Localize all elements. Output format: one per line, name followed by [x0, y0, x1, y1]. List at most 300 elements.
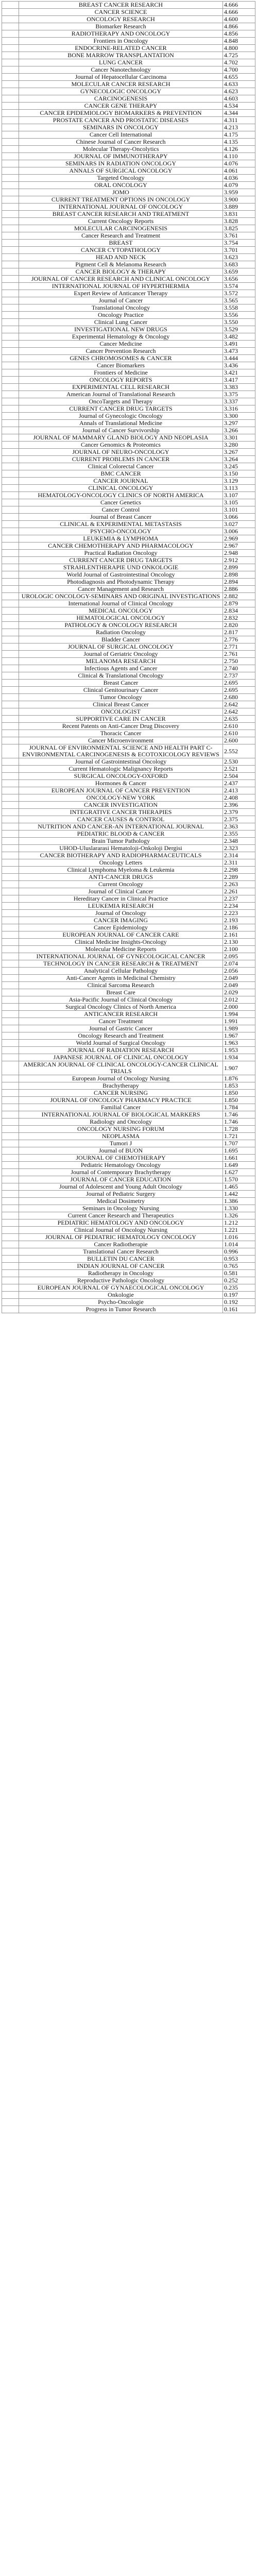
row-index-cell: [2, 232, 19, 240]
table-row: [2, 1241, 255, 1248]
table-row: [2, 968, 255, 975]
row-index-cell: [2, 369, 19, 377]
impact-factor-cell: 4.036: [223, 175, 255, 182]
table-row: [2, 45, 255, 52]
table-row: [2, 146, 255, 153]
impact-factor-cell: 1.850: [223, 1097, 255, 1104]
impact-factor-cell: 2.311: [223, 859, 255, 867]
journal-name-cell: INTERNATIONAL JOURNAL OF BIOLOGICAL MARKERS: [19, 1111, 223, 1118]
table-row: [2, 211, 255, 218]
journal-name-cell: BONE MARROW TRANSPLANTATION: [19, 52, 223, 59]
impact-factor-cell: 1.386: [223, 1198, 255, 1205]
table-row: [2, 809, 255, 816]
row-index-cell: [2, 95, 19, 103]
row-index-cell: [2, 953, 19, 960]
row-index-cell: [2, 939, 19, 946]
row-index-cell: [2, 1147, 19, 1155]
row-index-cell: [2, 1248, 19, 1256]
journal-name-cell: CANCER BIOLOGY & THERAPY: [19, 268, 223, 276]
table-row: [2, 982, 255, 989]
impact-factor-cell: 2.521: [223, 766, 255, 773]
journal-name-cell: Hereditary Cancer in Clinical Practice: [19, 895, 223, 903]
journal-name-cell: CANCER IMAGING: [19, 917, 223, 924]
journal-name-cell: Pediatric Hematology Oncology: [19, 1162, 223, 1169]
table-row: [2, 456, 255, 463]
table-row: [2, 247, 255, 254]
journal-name-cell: Progress in Tumor Research: [19, 1306, 223, 1313]
journal-name-cell: Photodiagnosis and Photodynamic Therapy: [19, 579, 223, 586]
table-row: [2, 946, 255, 953]
table-row: [2, 1227, 255, 1234]
table-row: [2, 543, 255, 550]
row-index-cell: [2, 175, 19, 182]
journal-name-cell: JOURNAL OF CANCER RESEARCH AND CLINICAL ONCOLOGY: [19, 276, 223, 283]
impact-factor-cell: 2.100: [223, 946, 255, 953]
impact-factor-cell: 4.079: [223, 182, 255, 189]
journal-name-cell: Clinical Genitourinary Cancer: [19, 687, 223, 694]
row-index-cell: [2, 543, 19, 550]
row-index-cell: [2, 1306, 19, 1313]
table-row: [2, 701, 255, 708]
table-row: [2, 124, 255, 131]
journal-name-cell: AMERICAN JOURNAL OF CLINICAL ONCOLOGY-CANCER CLINICAL TRIALS: [19, 1061, 223, 1075]
impact-factor-cell: 2.161: [223, 931, 255, 939]
impact-factor-cell: 2.882: [223, 593, 255, 600]
journal-name-cell: CARCINOGENESIS: [19, 95, 223, 103]
journal-name-cell: Seminars in Oncology Nursing: [19, 1205, 223, 1212]
row-index-cell: [2, 658, 19, 665]
table-row: [2, 9, 255, 16]
row-index-cell: [2, 1256, 19, 1263]
journal-name-cell: Radiotherapy in Oncology: [19, 1270, 223, 1277]
row-index-cell: [2, 1263, 19, 1270]
row-index-cell: [2, 1183, 19, 1191]
row-index-cell: [2, 146, 19, 153]
row-index-cell: [2, 773, 19, 780]
row-index-cell: [2, 1270, 19, 1277]
row-index-cell: [2, 744, 19, 758]
row-index-cell: [2, 1075, 19, 1082]
journal-name-cell: INDIAN JOURNAL OF CANCER: [19, 1263, 223, 1270]
journal-name-cell: Clinical Journal of Oncology Nursing: [19, 1227, 223, 1234]
impact-factor-cell: 2.396: [223, 802, 255, 809]
row-index-cell: [2, 960, 19, 968]
row-index-cell: [2, 924, 19, 931]
table-row: [2, 189, 255, 196]
impact-factor-cell: 2.049: [223, 975, 255, 982]
table-row: [2, 514, 255, 521]
journal-name-cell: ORAL ONCOLOGY: [19, 182, 223, 189]
journal-name-cell: Chinese Journal of Cancer Research: [19, 139, 223, 146]
impact-factor-cell: 4.076: [223, 160, 255, 167]
impact-factor-cell: 2.379: [223, 809, 255, 816]
row-index-cell: [2, 23, 19, 30]
impact-factor-cell: 2.186: [223, 924, 255, 931]
journal-name-cell: PSYCHO-ONCOLOGY: [19, 528, 223, 535]
table-row: [2, 232, 255, 240]
journal-name-cell: INVESTIGATIONAL NEW DRUGS: [19, 326, 223, 333]
journal-name-cell: Current Oncology: [19, 881, 223, 888]
journal-name-cell: JOURNAL OF ONCOLOGY PHARMACY PRACTICE: [19, 1097, 223, 1104]
journal-name-cell: OncoTargets and Therapy: [19, 398, 223, 405]
journal-name-cell: MOLECULAR CANCER RESEARCH: [19, 81, 223, 88]
table-row: [2, 1004, 255, 1011]
table-row: [2, 1248, 255, 1256]
row-index-cell: [2, 377, 19, 384]
impact-factor-cell: 3.245: [223, 463, 255, 470]
impact-factor-cell: 2.355: [223, 831, 255, 838]
journal-name-cell: NEOPLASMA: [19, 1133, 223, 1140]
row-index-cell: [2, 946, 19, 953]
table-row: [2, 1061, 255, 1075]
journal-name-cell: Hormones & Cancer: [19, 780, 223, 787]
table-row: [2, 550, 255, 557]
impact-factor-cell: 2.263: [223, 881, 255, 888]
journal-name-cell: Cancer Nanotechnology: [19, 66, 223, 74]
row-index-cell: [2, 665, 19, 672]
impact-factor-cell: 2.413: [223, 787, 255, 794]
impact-factor-cell: 3.572: [223, 290, 255, 297]
row-index-cell: [2, 1061, 19, 1075]
row-index-cell: [2, 528, 19, 535]
journal-name-cell: Journal of Cancer: [19, 297, 223, 304]
row-index-cell: [2, 45, 19, 52]
table-row: [2, 449, 255, 456]
impact-factor-cell: 2.056: [223, 968, 255, 975]
impact-factor-cell: 2.776: [223, 636, 255, 643]
impact-factor-cell: 1.850: [223, 1090, 255, 1097]
journal-name-cell: NUTRITION AND CANCER-AN INTERNATIONAL JOURNAL: [19, 823, 223, 831]
table-row: [2, 333, 255, 341]
impact-factor-cell: 2.969: [223, 535, 255, 543]
table-row: [2, 485, 255, 492]
row-index-cell: [2, 1234, 19, 1241]
table-row: [2, 708, 255, 716]
row-index-cell: [2, 420, 19, 427]
table-row: [2, 1212, 255, 1219]
journal-name-cell: American Journal of Translational Research: [19, 391, 223, 398]
journal-name-cell: RADIOTHERAPY AND ONCOLOGY: [19, 30, 223, 38]
impact-factor-cell: 2.012: [223, 996, 255, 1004]
journal-name-cell: CANCER EPIDEMIOLOGY BIOMARKERS & PREVENTION: [19, 110, 223, 117]
table-row: [2, 1183, 255, 1191]
journal-name-cell: UROLOGIC ONCOLOGY-SEMINARS AND ORIGINAL INVESTIGATIONS: [19, 593, 223, 600]
table-row: [2, 730, 255, 737]
table-row: [2, 362, 255, 369]
impact-factor-cell: 2.894: [223, 579, 255, 586]
journal-name-cell: ONCOLOGY RESEARCH: [19, 16, 223, 23]
impact-factor-cell: 1.649: [223, 1162, 255, 1169]
journal-name-cell: Journal of Pediatric Surgery: [19, 1191, 223, 1198]
impact-factor-cell: 4.061: [223, 167, 255, 175]
journal-name-cell: Frontiers of Medicine: [19, 369, 223, 377]
row-index-cell: [2, 852, 19, 859]
impact-factor-cell: 3.831: [223, 211, 255, 218]
impact-factor-cell: 3.129: [223, 478, 255, 485]
impact-factor-cell: 2.834: [223, 607, 255, 615]
row-index-cell: [2, 1126, 19, 1133]
table-row: [2, 586, 255, 593]
journal-name-cell: SURGICAL ONCOLOGY-OXFORD: [19, 773, 223, 780]
impact-factor-cell: 1.627: [223, 1169, 255, 1176]
table-row: [2, 1277, 255, 1284]
impact-factor-cell: 3.659: [223, 268, 255, 276]
row-index-cell: [2, 968, 19, 975]
journal-name-cell: CURRENT CANCER DRUG TARGETS: [19, 405, 223, 413]
table-row: [2, 766, 255, 773]
journal-name-cell: ONCOLOGY REPORTS: [19, 377, 223, 384]
journal-name-cell: Tumori J: [19, 1140, 223, 1147]
table-row: [2, 874, 255, 881]
impact-factor-cell: 4.135: [223, 139, 255, 146]
table-row: [2, 643, 255, 651]
table-row: [2, 1147, 255, 1155]
table-row: [2, 615, 255, 622]
row-index-cell: [2, 838, 19, 845]
journal-name-cell: Psycho-Oncologie: [19, 1299, 223, 1306]
table-row: [2, 463, 255, 470]
table-row: [2, 1032, 255, 1040]
journal-name-cell: Oncology Practice: [19, 312, 223, 319]
table-row: [2, 960, 255, 968]
table-row: [2, 261, 255, 268]
journal-name-cell: Radiation Oncology: [19, 629, 223, 636]
row-index-cell: [2, 1284, 19, 1292]
journal-name-cell: Recent Patents on Anti-Cancer Drug Discovery: [19, 723, 223, 730]
impact-factor-cell: 2.298: [223, 867, 255, 874]
table-row: [2, 1198, 255, 1205]
table-row: [2, 521, 255, 528]
journal-name-cell: MOLECULAR CARCINOGENESIS: [19, 225, 223, 232]
row-index-cell: [2, 384, 19, 391]
table-row: [2, 1205, 255, 1212]
impact-factor-cell: 2.737: [223, 672, 255, 680]
impact-factor-cell: 2.029: [223, 989, 255, 996]
journal-name-cell: INTERNATIONAL JOURNAL OF HYPERTHERMIA: [19, 283, 223, 290]
journal-name-cell: BREAST CANCER RESEARCH: [19, 2, 223, 9]
impact-factor-cell: 2.879: [223, 600, 255, 607]
journal-name-cell: CANCER SCIENCE: [19, 9, 223, 16]
impact-factor-cell: 2.886: [223, 586, 255, 593]
impact-factor-cell: 3.574: [223, 283, 255, 290]
table-row: [2, 355, 255, 362]
table-row: [2, 110, 255, 117]
journal-name-cell: Frontiers in Oncology: [19, 38, 223, 45]
impact-factor-cell: 2.552: [223, 744, 255, 758]
row-index-cell: [2, 1082, 19, 1090]
row-index-cell: [2, 2, 19, 9]
journal-name-cell: CLINICAL ONCOLOGY: [19, 485, 223, 492]
journal-name-cell: EUROPEAN JOURNAL OF GYNAECOLOGICAL ONCOLOGY: [19, 1284, 223, 1292]
table-row: [2, 1191, 255, 1198]
journal-name-cell: JOURNAL OF CANCER EDUCATION: [19, 1176, 223, 1183]
journal-name-cell: JOURNAL OF SURGICAL ONCOLOGY: [19, 643, 223, 651]
journal-name-cell: Clinical Lung Cancer: [19, 319, 223, 326]
impact-factor-cell: 2.771: [223, 643, 255, 651]
row-index-cell: [2, 506, 19, 514]
journal-name-cell: Current Hematologic Malignancy Reports: [19, 766, 223, 773]
impact-factor-cell: 3.623: [223, 254, 255, 261]
impact-factor-cell: 3.825: [223, 225, 255, 232]
impact-factor-cell: 3.529: [223, 326, 255, 333]
row-index-cell: [2, 737, 19, 744]
impact-factor-cell: 0.252: [223, 1277, 255, 1284]
impact-factor-cell: 2.314: [223, 852, 255, 859]
table-row: [2, 88, 255, 95]
impact-factor-cell: 0.581: [223, 1270, 255, 1277]
journal-name-cell: Analytical Cellular Pathology: [19, 968, 223, 975]
impact-factor-cell: 1.442: [223, 1191, 255, 1198]
table-row: [2, 283, 255, 290]
row-index-cell: [2, 427, 19, 434]
table-row: [2, 1090, 255, 1097]
journal-name-cell: Brachytherapy: [19, 1082, 223, 1090]
table-row: [2, 1162, 255, 1169]
row-index-cell: [2, 355, 19, 362]
table-row: [2, 924, 255, 931]
impact-factor-cell: 3.316: [223, 405, 255, 413]
row-index-cell: [2, 615, 19, 622]
impact-factor-cell: 3.889: [223, 204, 255, 211]
row-index-cell: [2, 485, 19, 492]
table-row: [2, 1256, 255, 1263]
row-index-cell: [2, 103, 19, 110]
journal-name-cell: Current Cancer Research and Therapeutics: [19, 1212, 223, 1219]
row-index-cell: [2, 456, 19, 463]
impact-factor-cell: 3.150: [223, 470, 255, 478]
impact-factor-cell: 3.266: [223, 427, 255, 434]
journal-name-cell: CANCER INVESTIGATION: [19, 802, 223, 809]
table-row: [2, 910, 255, 917]
impact-factor-cell: 4.666: [223, 2, 255, 9]
table-row: [2, 694, 255, 701]
journal-name-cell: JAPANESE JOURNAL OF CLINICAL ONCOLOGY: [19, 1054, 223, 1061]
row-index-cell: [2, 571, 19, 579]
journal-name-cell: Tumor Oncology: [19, 694, 223, 701]
impact-factor-cell: 1.212: [223, 1219, 255, 1227]
table-row: [2, 38, 255, 45]
table-row: [2, 831, 255, 838]
journal-name-cell: INTERNATIONAL JOURNAL OF ONCOLOGY: [19, 204, 223, 211]
journal-name-cell: CURRENT TREATMENT OPTIONS IN ONCOLOGY: [19, 196, 223, 204]
journal-name-cell: ONCOLOGY NURSING FORUM: [19, 1126, 223, 1133]
impact-factor-cell: 3.491: [223, 341, 255, 348]
row-index-cell: [2, 1198, 19, 1205]
impact-factor-cell: 3.656: [223, 276, 255, 283]
row-index-cell: [2, 535, 19, 543]
impact-factor-cell: 0.192: [223, 1299, 255, 1306]
row-index-cell: [2, 1004, 19, 1011]
impact-factor-cell: 2.375: [223, 816, 255, 823]
journal-name-cell: JOURNAL OF MAMMARY GLAND BIOLOGY AND NEOPLASIA: [19, 434, 223, 442]
row-index-cell: [2, 405, 19, 413]
journal-name-cell: Cancer Management and Research: [19, 586, 223, 593]
table-row: [2, 276, 255, 283]
table-row: [2, 1299, 255, 1306]
impact-factor-cell: 3.267: [223, 449, 255, 456]
journal-name-cell: CANCER CAUSES & CONTROL: [19, 816, 223, 823]
table-row: [2, 341, 255, 348]
impact-factor-cell: 2.193: [223, 917, 255, 924]
row-index-cell: [2, 975, 19, 982]
table-row: [2, 838, 255, 845]
impact-factor-cell: 2.437: [223, 780, 255, 787]
row-index-cell: [2, 326, 19, 333]
impact-factor-cell: 3.473: [223, 348, 255, 355]
table-row: [2, 1284, 255, 1292]
table-row: [2, 23, 255, 30]
table-row: [2, 622, 255, 629]
table-row: [2, 478, 255, 485]
table-row: [2, 117, 255, 124]
row-index-cell: [2, 910, 19, 917]
table-row: [2, 377, 255, 384]
row-index-cell: [2, 903, 19, 910]
row-index-cell: [2, 701, 19, 708]
journal-name-cell: INTEGRATIVE CANCER THERAPIES: [19, 809, 223, 816]
table-row: [2, 867, 255, 874]
impact-factor-cell: 0.765: [223, 1263, 255, 1270]
impact-factor-cell: 4.866: [223, 23, 255, 30]
row-index-cell: [2, 59, 19, 66]
impact-factor-cell: 2.049: [223, 982, 255, 989]
table-row: [2, 153, 255, 160]
row-index-cell: [2, 413, 19, 420]
row-index-cell: [2, 1104, 19, 1111]
journal-name-cell: JOURNAL OF IMMUNOTHERAPY: [19, 153, 223, 160]
impact-factor-cell: 2.695: [223, 687, 255, 694]
impact-factor-cell: 3.375: [223, 391, 255, 398]
table-row: [2, 348, 255, 355]
journal-name-cell: PEDIATRIC BLOOD & CANCER: [19, 831, 223, 838]
table-row: [2, 888, 255, 895]
table-row: [2, 737, 255, 744]
journal-name-cell: Annals of Translational Medicine: [19, 420, 223, 427]
impact-factor-cell: 3.683: [223, 261, 255, 268]
table-row: [2, 1104, 255, 1111]
impact-factor-cell: 2.095: [223, 953, 255, 960]
row-index-cell: [2, 780, 19, 787]
impact-factor-cell: 3.828: [223, 218, 255, 225]
journal-name-cell: ANTICANCER RESEARCH: [19, 1011, 223, 1018]
table-row: [2, 794, 255, 802]
table-row: [2, 593, 255, 600]
impact-factor-cell: 2.820: [223, 622, 255, 629]
row-index-cell: [2, 586, 19, 593]
impact-factor-cell: 2.680: [223, 694, 255, 701]
impact-factor-cell: 2.261: [223, 888, 255, 895]
row-index-cell: [2, 888, 19, 895]
journal-name-cell: BULLETIN DU CANCER: [19, 1256, 223, 1263]
journal-name-cell: Journal of Breast Cancer: [19, 514, 223, 521]
row-index-cell: [2, 333, 19, 341]
impact-factor-cell: 3.113: [223, 485, 255, 492]
table-row: [2, 939, 255, 946]
table-row: [2, 59, 255, 66]
impact-factor-cell: 1.330: [223, 1205, 255, 1212]
impact-factor-cell: 4.534: [223, 103, 255, 110]
journal-name-cell: Journal of Gastric Cancer: [19, 1025, 223, 1032]
row-index-cell: [2, 312, 19, 319]
table-row: [2, 852, 255, 859]
row-index-cell: [2, 189, 19, 196]
impact-factor-cell: 3.297: [223, 420, 255, 427]
impact-factor-cell: 3.280: [223, 442, 255, 449]
journal-name-cell: STRAHLENTHERAPIE UND ONKOLOGIE: [19, 564, 223, 571]
journal-name-cell: ONCOLOGIST: [19, 708, 223, 716]
table-row: [2, 528, 255, 535]
journal-name-cell: MELANOMA RESEARCH: [19, 658, 223, 665]
